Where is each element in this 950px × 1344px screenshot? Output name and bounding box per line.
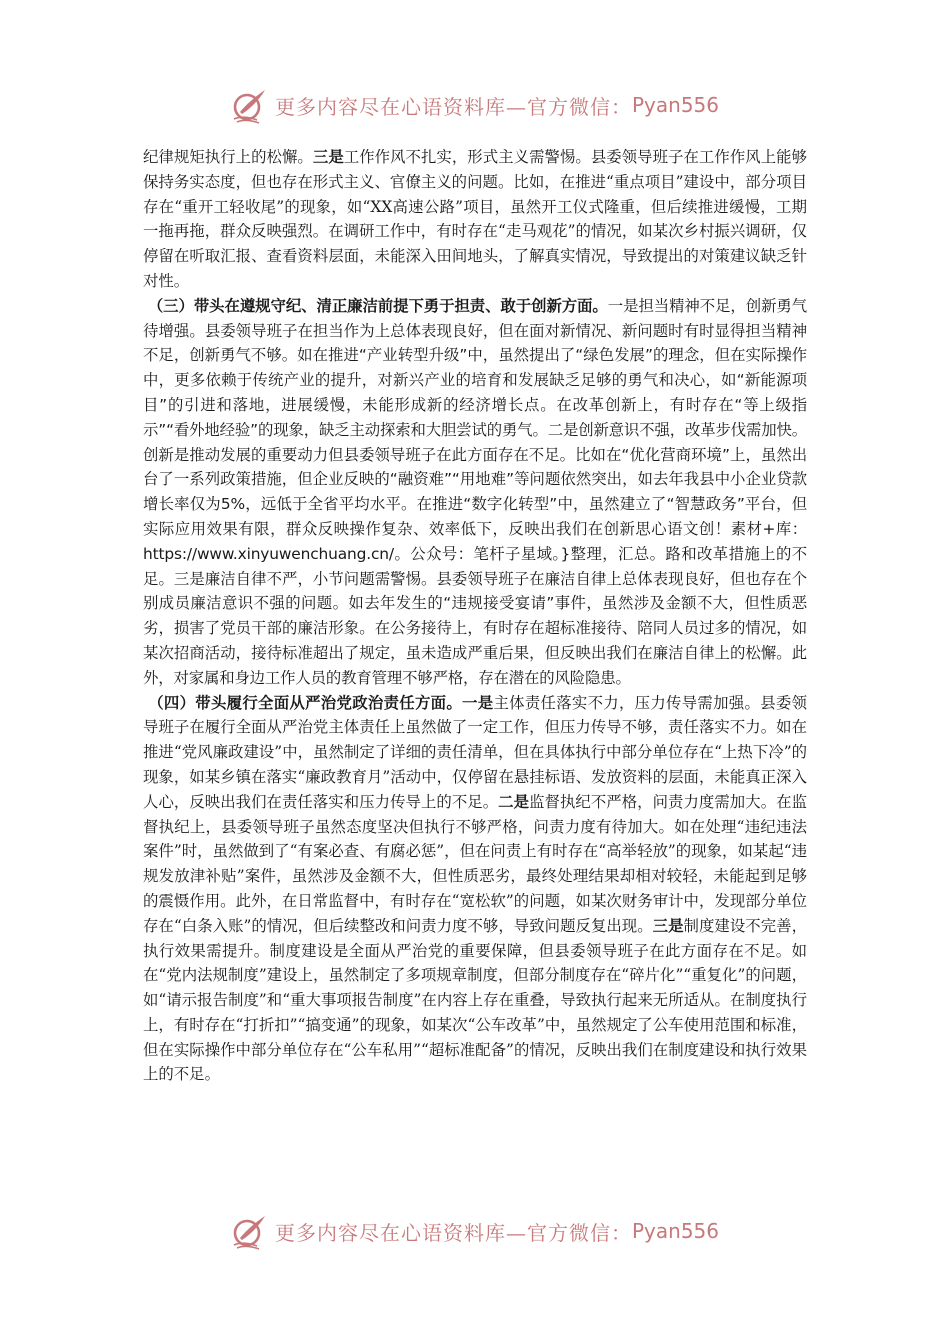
watermark-code: Pyan556 — [631, 1219, 719, 1243]
watermark-text: 更多内容尽在心语资料库—官方微信： — [274, 94, 632, 119]
book-quill-logo-icon — [231, 1212, 271, 1250]
section-4-heading: （四）带头履行全面从严治党政治责任方面。 — [148, 693, 463, 712]
watermark-text: 更多内容尽在心语资料库—官方微信： — [274, 1220, 632, 1245]
section-4-text-three: 制度建设不完善，执行效果需提升。制度建设是全面从严治党的重要保障，但县委领导班子在此方面存在不足。如在“党内法规制度”建设上，虽然制定了多项规章制度，但部分制度存在“碎片化”“重复化”的问题，如“请示报告制度”和“重大事项报告制度”在内容上存在重叠，导致执行起来无所适从。在制度执行上，有时存在“打折扣”“搞变通”的现象，如某次“公车改革”中，虽然规定了公车使用范围和标准，但在实际操作中部分单位存在“公车私用”“超标准配备”的情况，反映出我们在制度建设和执行效果上的不足。 — [143, 916, 807, 1084]
document-body — [143, 145, 807, 1087]
paragraph-1 — [143, 145, 807, 294]
section-3-text: 一是担当精神不足，创新勇气待增强。县委领导班子在担当作为上总体表现良好，但在面对新情况、新问题时有时显得担当精神不足，创新勇气不够。如在推进“产业转型升级”中，虽然提出了“绿色发展”的理念，但在实际操作中，更多依赖于传统产业的提升，对新兴产业的培育和发展缺乏足够的勇气和决心，如“新能源项目”的引进和落地，进展缓慢，未能形成新的经济增长点。在改革创新上，有时存在“等上级指示”“看外地经验”的现象，缺乏主动探索和大胆尝试的勇气。二是创新意识不强，改革步伐需加快。创新是推动发展的重要动力但县委领导班子在此方面存在不足。比如在“优化营商环境”上，虽然出台了一系列政策措施，但企业反映的“融资难”“用地难”等问题依然突出，如去年我县中小企业贷款增长率仅为5%，远低于全省平均水平。在推进“数字化转型”中，虽然建立了“智慧政务”平台，但实际应用效果有限，群众反映操作复杂、效率低下，反映出我们在创新思心语文创！素材+库：https://www.xinyuwenchuang.cn/。公众号：笔杆子星域。}整理，汇总。路和改革措施上的不足。三是廉洁自律不严，小节问题需警惕。县委领导班子在廉洁自律上总体表现良好，但也存在个别成员廉洁意识不强的问题。如去年发生的“违规接受宴请”事件，虽然涉及金额不大，但性质恶劣，损害了党员干部的廉洁形象。在公务接待上，有时存在超标准接待、陪同人员过多的情况，如某次招商活动，接待标准超出了规定，虽未造成严重后果，但反映出我们在廉洁自律上的松懈。此外，对家属和身边工作人员的教育管理不够严格，存在潜在的风险隐患。 — [143, 296, 807, 687]
paragraph-1-marker-three: 三是 — [312, 148, 344, 166]
book-quill-logo-icon — [231, 86, 271, 124]
watermark-code: Pyan556 — [631, 93, 719, 117]
watermark-banner-bottom — [0, 1209, 950, 1253]
watermark-banner-top — [0, 83, 950, 127]
section-4-marker-two: 二是 — [498, 792, 530, 811]
section-4-text-two: 监督执纪不严格，问责力度需加大。在监督执纪上，县委领导班子虽然态度坚决但执行不够严格，问责力度有待加大。如在处理“违纪违法案件”时，虽然做到了“有案必查、有腐必惩”，但在问责上有时存在“高举轻放”的现象，如某起“违规发放津补贴”案件，虽然涉及金额不大，但性质恶劣，最终处理结果却相对较轻，未能起到足够的震慑作用。此外，在日常监督中，有时存在“宽松软”的问题，如某次财务审计中，发现部分单位存在“白条入账”的情况，但后续整改和问责力度不够，导致问题反复出现。 — [143, 792, 807, 935]
section-4-marker-three: 三是 — [652, 916, 684, 935]
paragraph-1-text-b: 工作作风不扎实，形式主义需警惕。县委领导班子在工作作风上能够保持务实态度，但也存在形式主义、官僚主义的问题。比如，在推进“重点项目”建设中，部分项目存在“重开工轻收尾”的现象，如“XX高速公路”项目，虽然开工仪式隆重，但后续推进缓慢，工期一拖再拖，群众反映强烈。在调研工作中，有时存在“走马观花”的情况，如某次乡村振兴调研，仅停留在听取汇报、查看资料层面，未能深入田间地头，了解真实情况，导致提出的对策建议缺乏针对性。 — [143, 148, 807, 290]
paragraph-3 — [143, 691, 807, 1088]
paragraph-1-text-a: 纪律规矩执行上的松懈。 — [143, 148, 313, 166]
section-3-heading: （三）带头在遵规守纪、清正廉洁前提下勇于担责、敢于创新方面。 — [147, 296, 608, 315]
section-4-marker-one: 一是 — [462, 693, 494, 712]
section-4-text-one: 主体责任落实不力，压力传导需加强。县委领导班子在履行全面从严治党主体责任上虽然做了一定工作，但压力传导不够，责任落实不力。如在推进“党风廉政建设”中，虽然制定了详细的责任清单，但在具体执行中部分单位存在“上热下冷”的现象，如某乡镇在落实“廉政教育月”活动中，仅停留在悬挂标语、发放资料的层面，未能真正深入人心，反映出我们在责任落实和压力传导上的不足。 — [143, 693, 807, 811]
paragraph-2 — [143, 294, 807, 691]
